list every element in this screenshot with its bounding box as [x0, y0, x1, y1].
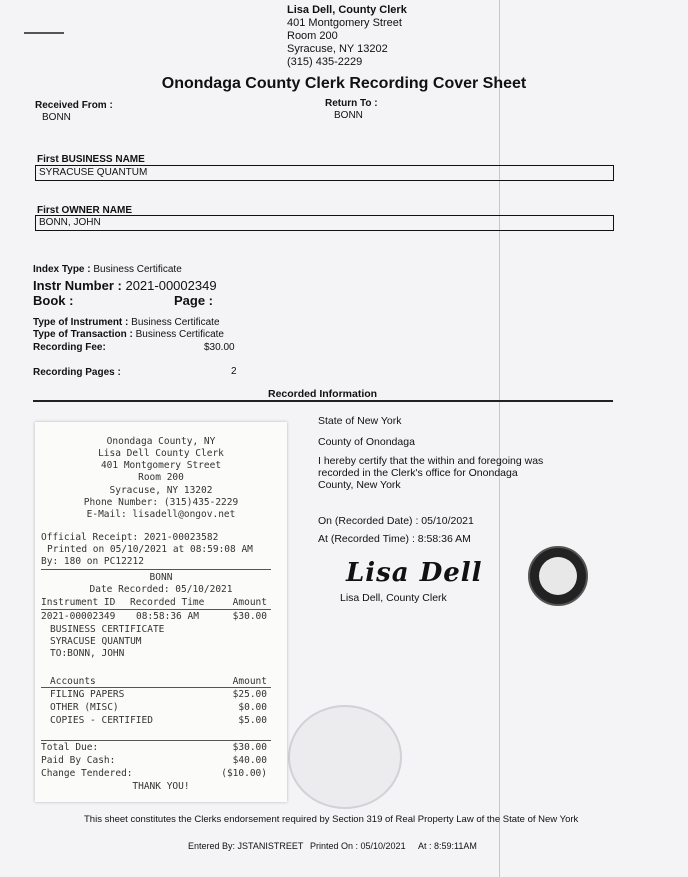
receipt-total-label: Total Due:	[41, 742, 99, 753]
clerk-signature: Lisa Dell	[346, 558, 483, 588]
receipt-accounts-amount-label: Amount	[232, 676, 267, 687]
receipt-instr-amount: $30.00	[232, 611, 267, 622]
receipt-address: 401 Montgomery Street	[100, 460, 222, 471]
receipt-customer: BONN	[149, 572, 173, 583]
cert-statement: I hereby certify that the within and foregoing was recorded in the Clerk's office for Onondaga County, New York	[318, 455, 544, 491]
type-transaction-row	[33, 329, 224, 340]
cert-signer: Lisa Dell, County Clerk	[340, 592, 447, 604]
receipt-paid-label: Paid By Cash:	[41, 755, 116, 766]
clerk-address-line2: Room 200	[287, 30, 338, 42]
receipt-desc: TO:BONN, JOHN	[50, 648, 125, 659]
receipt-instr-id: 2021-00002349	[41, 611, 116, 622]
receipt-account-name: COPIES - CERTIFIED	[50, 715, 153, 726]
corner-mark	[24, 32, 64, 34]
received-from-label: Received From :	[35, 100, 113, 111]
clerk-address-line1: 401 Montgomery Street	[287, 17, 402, 29]
clerk-phone: (315) 435-2229	[287, 56, 363, 68]
cert-recorded-date: On (Recorded Date) : 05/10/2021	[318, 515, 474, 527]
recording-pages-label: Recording Pages :	[33, 367, 121, 378]
receipt-account-name: FILING PAPERS	[50, 689, 125, 700]
clerk-address-block	[287, 4, 407, 69]
receipt-account-amount: $25.00	[232, 689, 267, 700]
receipt-city: Syracuse, NY 13202	[109, 485, 213, 496]
receipt-paid: $40.00	[232, 755, 267, 766]
type-instrument-value: Business Certificate	[131, 317, 220, 328]
embossed-seal-icon	[288, 705, 402, 809]
type-transaction-value: Business Certificate	[135, 329, 224, 340]
receipt-county: Onondaga County, NY	[106, 436, 216, 447]
receipt-divider	[41, 687, 271, 688]
receipt-account-amount: $5.00	[238, 715, 267, 726]
receipt-total: $30.00	[232, 742, 267, 753]
receipt-account-amount: $0.00	[238, 702, 267, 713]
type-instrument-label: Type of Instrument :	[33, 317, 129, 328]
return-to-value: BONN	[334, 110, 363, 121]
receipt-thanks: THANK YOU!	[132, 781, 190, 792]
receipt-divider	[41, 609, 271, 610]
recording-fee-label: Recording Fee:	[33, 342, 106, 353]
page-label: Page :	[174, 293, 214, 308]
recorded-info-label: Recorded Information	[268, 388, 378, 400]
receipt-divider	[41, 569, 271, 570]
clerk-name: Lisa Dell, County Clerk	[287, 4, 407, 16]
receipt-date-recorded: Date Recorded: 05/10/2021	[89, 584, 233, 595]
index-type-value: Business Certificate	[93, 264, 182, 275]
recording-pages-value: 2	[231, 366, 237, 377]
book-label: Book :	[33, 293, 74, 308]
index-type-label: Index Type :	[33, 264, 91, 275]
receipt-clerk: Lisa Dell County Clerk	[98, 448, 224, 459]
receipt-email: E-Mail: lisadell@ongov.net	[86, 509, 236, 520]
receipt-col-amount: Amount	[232, 597, 267, 608]
instr-number-label: Instr Number :	[33, 278, 122, 293]
instr-number-value: 2021-00002349	[125, 278, 217, 293]
receipt-accounts-label: Accounts	[50, 676, 96, 687]
receipt-by: By: 180 on PC12212	[41, 556, 144, 567]
receipt-desc: BUSINESS CERTIFICATE	[50, 624, 165, 635]
county-seal-icon	[528, 546, 588, 606]
receipt-number: Official Receipt: 2021-00023582	[41, 532, 219, 543]
page-fold-line	[499, 0, 500, 877]
receipt-instr-time: 08:58:36 AM	[136, 611, 199, 622]
footer-statement: This sheet constitutes the Clerks endorsement required by Section 319 of Real Property Law of the State of New York	[84, 814, 579, 825]
cert-recorded-time: At (Recorded Time) : 8:58:36 AM	[318, 533, 471, 545]
receipt-divider	[41, 740, 271, 741]
receipt-col-instrument: Instrument ID	[41, 597, 116, 608]
recording-fee-value: $30.00	[204, 342, 235, 353]
receipt-change: ($10.00)	[221, 768, 267, 779]
payment-receipt	[35, 422, 287, 802]
footer-entered-by: Entered By: JSTANISTREET	[188, 841, 304, 851]
cert-state: State of New York	[318, 415, 402, 427]
index-type-row	[33, 264, 182, 275]
receipt-phone: Phone Number: (315)435-2229	[83, 497, 239, 508]
receipt-col-time: Recorded Time	[130, 597, 205, 608]
type-transaction-label: Type of Transaction :	[33, 329, 133, 340]
type-instrument-row	[33, 317, 220, 328]
return-to-label: Return To :	[325, 98, 378, 109]
footer-printed-on: Printed On : 05/10/2021	[310, 841, 406, 851]
receipt-printed-on: Printed on 05/10/2021 at 08:59:08 AM	[47, 544, 253, 555]
cert-county: County of Onondaga	[318, 436, 415, 448]
recorded-info-divider	[33, 400, 613, 402]
receipt-change-label: Change Tendered:	[41, 768, 133, 779]
receipt-account-name: OTHER (MISC)	[50, 702, 119, 713]
received-from-value: BONN	[42, 112, 71, 123]
business-name-box: SYRACUSE QUANTUM	[35, 165, 614, 181]
page-title: Onondaga County Clerk Recording Cover Sheet	[161, 75, 527, 92]
business-name-label: First BUSINESS NAME	[37, 154, 145, 165]
owner-name-label: First OWNER NAME	[37, 205, 132, 216]
instr-number-row	[33, 278, 217, 293]
receipt-desc: SYRACUSE QUANTUM	[50, 636, 142, 647]
clerk-city: Syracuse, NY 13202	[287, 43, 388, 55]
receipt-room: Room 200	[138, 472, 184, 483]
owner-name-box: BONN, JOHN	[35, 215, 614, 231]
footer-at: At : 8:59:11AM	[418, 841, 477, 851]
